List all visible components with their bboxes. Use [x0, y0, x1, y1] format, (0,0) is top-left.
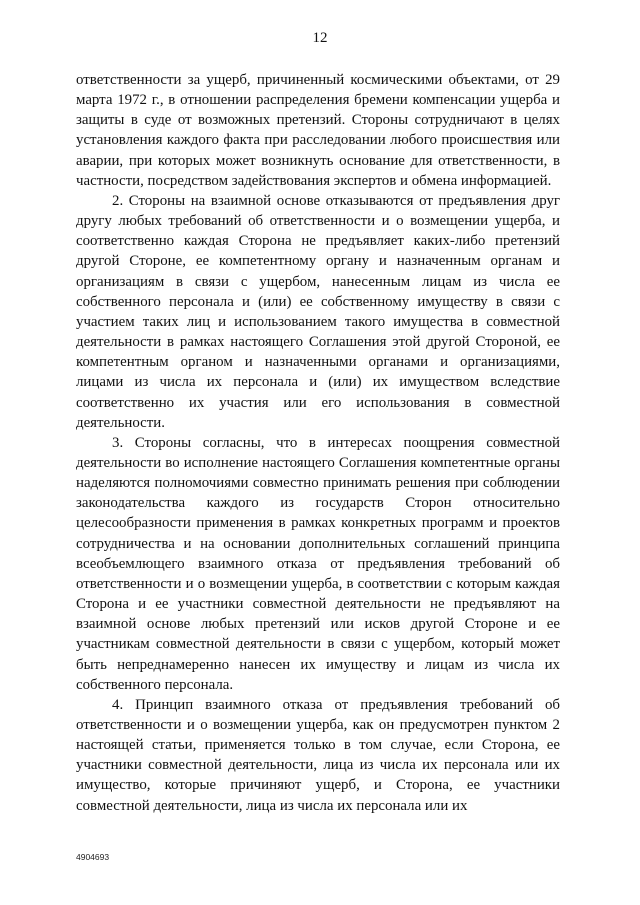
- paragraph-3: 3. Стороны согласны, что в интересах поощрения совместной деятельности во исполнение настоящего Соглашения компетентные органы наделяются полномочиями совместно принимать решения при соблюдении законодательства каждого из государств Сторон относительно целесообразности применения в рамках конкретных программ и проектов сотрудничества и на основании дополнительных соглашений принципа всеобъемлющего взаимного отказа от предъявления требований об ответственности и о возмещении ущерба, в соответствии с которым каждая Сторона и ее участники совместной деятельности не предъявляют на взаимной основе любых претензий или исков другой Стороне и ее участникам совместной деятельности в связи с ущербом, который может быть непреднамеренно нанесен их имуществу и лицам из числа их собственного персонала.: [76, 434, 560, 693]
- document-body: [76, 70, 560, 816]
- page-number: 12: [312, 30, 328, 46]
- paragraph-continuation: ответственности за ущерб, причиненный космическими объектами, от 29 марта 1972 г., в отношении распределения бремени компенсации ущерба и защиты в суде от возможных претензий. Стороны сотрудничают в целях установления каждого факта при расследовании любого происшествия или аварии, при которых может возникнуть основание для ответственности, в частности, посредством задействования экспертов и обмена информацией.: [76, 72, 560, 189]
- document-code: 4904693: [76, 852, 110, 862]
- paragraph-2: 2. Стороны на взаимной основе отказываются от предъявления друг другу любых требований об ответственности и о возмещении ущерба, и соответственно каждая Сторона не предъявляет каких-либо претензий другой Стороне, ее компетентному органу и назначенным органам и организациям в связи с ущербом, нанесенным лицам из числа ее собственного персонала и (или) ее собственному имуществу в связи с участием таких лиц и использованием такого имущества в совместной деятельности в рамках настоящего Соглашения этой другой Стороной, ее компетентным органом и назначенными органами и организациями, лицами из числа их персонала и (или) их имуществом вследствие соответственно их участия или его использования в совместной деятельности.: [76, 192, 560, 431]
- paragraph-4: 4. Принцип взаимного отказа от предъявления требований об ответственности и о возмещении ущерба, как он предусмотрен пунктом 2 настоящей статьи, применяется только в том случае, если Сторона, ее участники совместной деятельности, лица из числа их персонала или их имущество, которые причиняют ущерб, и Сторона, ее участники совместной деятельности, лица из числа их персонала или их: [76, 696, 560, 814]
